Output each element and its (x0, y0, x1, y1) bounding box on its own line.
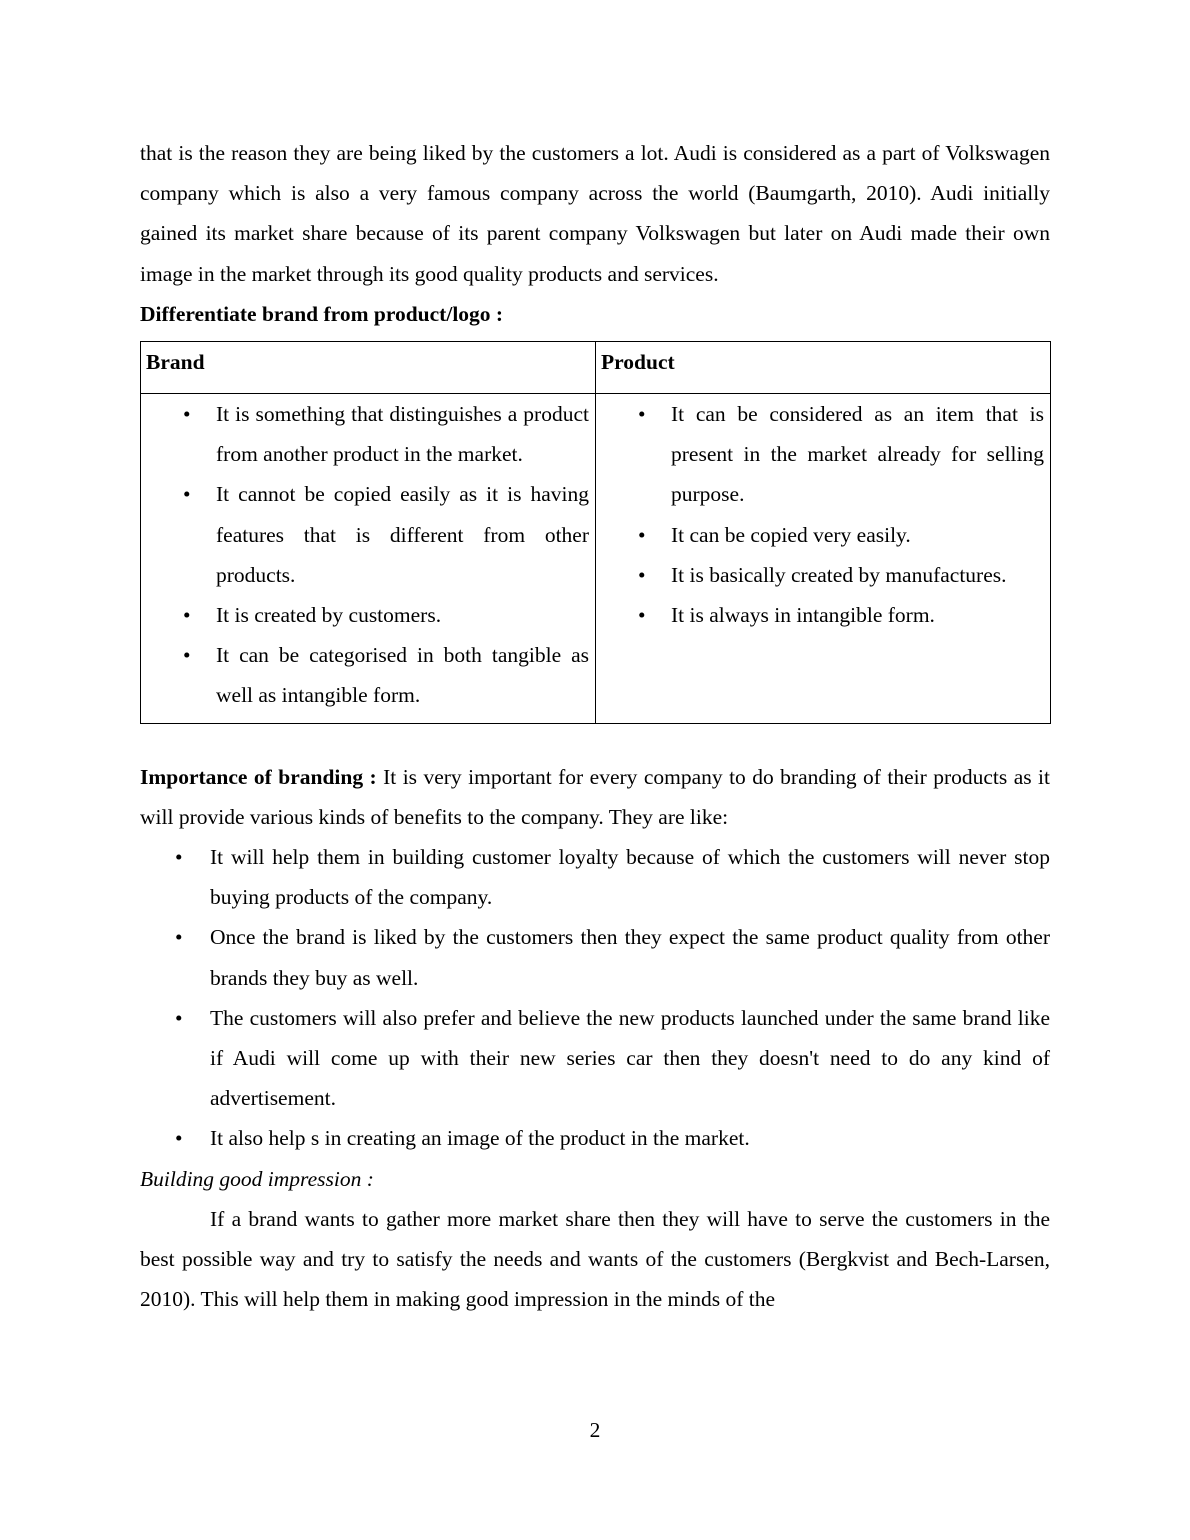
list-item (147, 474, 589, 595)
list-item (602, 595, 1044, 635)
differentiate-heading: Differentiate brand from product/logo : (140, 301, 504, 326)
document-page (140, 133, 1050, 1319)
list-item (140, 917, 1050, 997)
list-item (140, 837, 1050, 917)
importance-text: It is very important for every company to do branding of their products as it will provide various kinds of benefits to the company. They are like: (140, 764, 1050, 829)
list-item (140, 1118, 1050, 1158)
bullet-icon: • (183, 402, 191, 427)
importance-point-text: It also help s in creating an image of the product in the market. (210, 1126, 750, 1151)
brand-point-text: It is something that distinguishes a product from another product in the market. (216, 402, 589, 467)
importance-label: Importance of branding : (140, 764, 377, 789)
list-item (140, 998, 1050, 1119)
brand-points-list (147, 394, 589, 716)
importance-point-text: It will help them in building customer loyalty because of which the customers will never stop buying products of the company. (210, 845, 1050, 910)
product-cell (596, 394, 1051, 724)
page-number: 2 (589, 1418, 601, 1442)
brand-header: Brand (141, 342, 596, 394)
bullet-icon: • (638, 603, 646, 628)
spacer (140, 724, 1050, 757)
importance-paragraph (140, 757, 1050, 837)
importance-point-text: Once the brand is liked by the customers then they expect the same product quality from other brands they buy as well. (210, 925, 1050, 990)
impression-heading: Building good impression : (140, 1166, 374, 1191)
product-header: Product (596, 342, 1051, 394)
list-item (147, 635, 589, 715)
bullet-icon: • (183, 482, 191, 507)
bullet-icon: • (638, 562, 646, 587)
list-item (147, 595, 589, 635)
table-header-row (141, 342, 1051, 394)
intro-paragraph: that is the reason they are being liked by the customers a lot. Audi is considered as a part of Volkswagen company which is also a very famous company across the world (Baumgarth, 2010). Audi initially gained its market share because of its parent company Volkswagen but later on Audi made their own image in the market through its good quality products and services. (140, 141, 1050, 286)
brand-product-table (140, 341, 1051, 724)
list-item (147, 394, 589, 474)
list-item (602, 555, 1044, 595)
list-item (602, 394, 1044, 515)
list-item (602, 515, 1044, 555)
product-point-text: It is basically created by manufactures. (671, 562, 1007, 587)
table-row (141, 394, 1051, 724)
product-point-text: It can be copied very easily. (671, 522, 911, 547)
brand-point-text: It is created by customers. (216, 603, 442, 628)
product-points-list (602, 394, 1044, 635)
bullet-icon: • (175, 925, 183, 950)
product-point-text: It can be considered as an item that is present in the market already for selling purpose. (671, 402, 1044, 507)
bullet-icon: • (638, 522, 646, 547)
importance-point-text: The customers will also prefer and believe the new products launched under the same brand like if Audi will come up with their new series car then they doesn't need to do any kind of advertisement. (210, 1005, 1050, 1111)
bullet-icon: • (183, 603, 191, 628)
bullet-icon: • (638, 402, 646, 427)
impression-paragraph: If a brand wants to gather more market share then they will have to serve the customers in the best possible way and try to satisfy the needs and wants of the customers (Bergkvist and Bech-Larsen, 2010). This will help them in making good impression in the minds of the (140, 1206, 1050, 1312)
bullet-icon: • (183, 643, 191, 668)
brand-point-text: It can be categorised in both tangible as well as intangible form. (216, 643, 589, 708)
brand-point-text: It cannot be copied easily as it is having features that is different from other products. (216, 482, 589, 587)
bullet-icon: • (175, 845, 183, 870)
brand-cell (141, 394, 596, 724)
importance-points-list (140, 837, 1050, 1159)
bullet-icon: • (175, 1126, 183, 1151)
bullet-icon: • (175, 1005, 183, 1030)
product-point-text: It is always in intangible form. (671, 603, 935, 628)
